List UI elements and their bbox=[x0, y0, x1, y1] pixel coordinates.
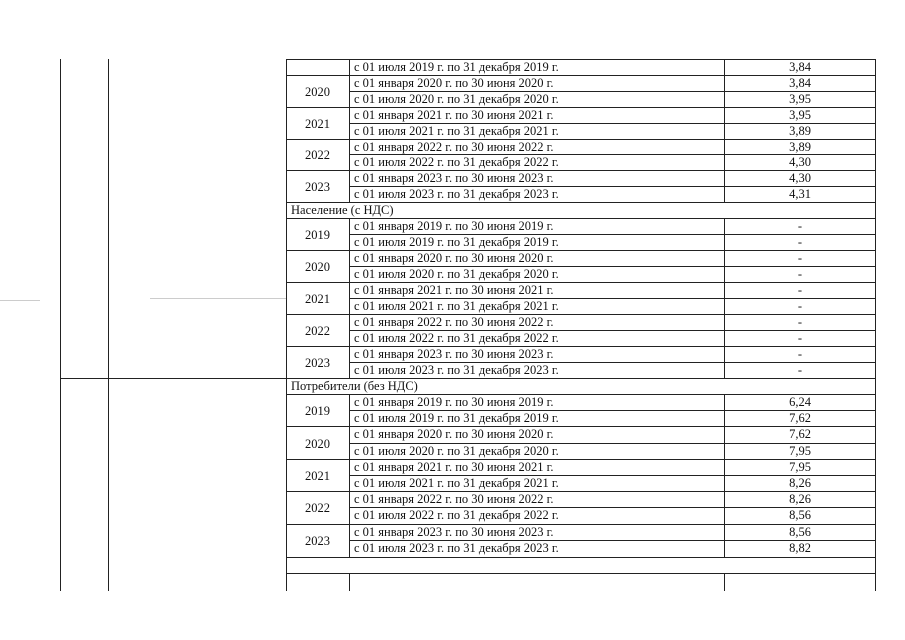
year-cell: 2020 bbox=[305, 260, 330, 274]
col-divider bbox=[724, 573, 725, 591]
year-cell: 2021 bbox=[305, 469, 330, 483]
col-divider bbox=[349, 394, 350, 557]
value-cell: 8,56 bbox=[789, 525, 811, 539]
period-cell: с 01 июля 2022 г. по 31 декабря 2022 г. bbox=[354, 331, 559, 345]
col-divider bbox=[724, 394, 725, 557]
period-cell: с 01 июля 2022 г. по 31 декабря 2022 г. bbox=[354, 155, 559, 169]
col-divider bbox=[349, 218, 350, 378]
scan-artifact bbox=[150, 298, 286, 299]
period-cell: с 01 июля 2020 г. по 31 декабря 2020 г. bbox=[354, 267, 559, 281]
year-cell: 2021 bbox=[305, 117, 330, 131]
value-cell: - bbox=[797, 219, 803, 233]
col-divider bbox=[286, 59, 287, 591]
period-cell: с 01 января 2023 г. по 30 июня 2023 г. bbox=[354, 525, 554, 539]
value-cell: 6,24 bbox=[789, 395, 811, 409]
year-cell: 2021 bbox=[305, 292, 330, 306]
value-cell: - bbox=[797, 235, 803, 249]
value-cell: 7,95 bbox=[789, 444, 811, 458]
value-cell: 4,31 bbox=[789, 187, 811, 201]
period-cell: с 01 июля 2021 г. по 31 декабря 2021 г. bbox=[354, 476, 559, 490]
rule bbox=[286, 557, 875, 558]
value-cell: 3,95 bbox=[789, 92, 811, 106]
period-cell: с 01 января 2019 г. по 30 июня 2019 г. bbox=[354, 219, 554, 233]
table-border-left bbox=[60, 59, 61, 591]
year-cell: 2022 bbox=[305, 148, 330, 162]
period-cell: с 01 января 2022 г. по 30 июня 2022 г. bbox=[354, 140, 554, 154]
value-cell: 7,62 bbox=[789, 427, 811, 441]
period-cell: с 01 июля 2020 г. по 31 декабря 2020 г. bbox=[354, 444, 559, 458]
value-cell: 4,30 bbox=[789, 171, 811, 185]
period-cell: с 01 января 2021 г. по 30 июня 2021 г. bbox=[354, 108, 554, 122]
year-cell: 2019 bbox=[305, 404, 330, 418]
value-cell: - bbox=[797, 363, 803, 377]
period-cell: с 01 января 2019 г. по 30 июня 2019 г. bbox=[354, 395, 554, 409]
year-cell: 2020 bbox=[305, 85, 330, 99]
period-cell: с 01 января 2021 г. по 30 июня 2021 г. bbox=[354, 283, 554, 297]
col-divider bbox=[349, 573, 350, 591]
value-cell: - bbox=[797, 283, 803, 297]
period-cell: с 01 января 2023 г. по 30 июня 2023 г. bbox=[354, 171, 554, 185]
value-cell: 3,84 bbox=[789, 76, 811, 90]
period-cell: с 01 января 2022 г. по 30 июня 2022 г. bbox=[354, 315, 554, 329]
period-cell: с 01 июля 2020 г. по 31 декабря 2020 г. bbox=[354, 92, 559, 106]
scan-artifact bbox=[0, 300, 40, 301]
value-cell: - bbox=[797, 267, 803, 281]
period-cell: с 01 января 2023 г. по 30 июня 2023 г. bbox=[354, 347, 554, 361]
section-divider bbox=[60, 378, 875, 379]
col-divider bbox=[108, 59, 109, 591]
period-cell: с 01 июля 2019 г. по 31 декабря 2019 г. bbox=[354, 411, 559, 425]
period-cell: с 01 января 2020 г. по 30 июня 2020 г. bbox=[354, 76, 554, 90]
group-header: Потребители (без НДС) bbox=[291, 379, 418, 393]
period-cell: с 01 июля 2021 г. по 31 декабря 2021 г. bbox=[354, 124, 559, 138]
value-cell: 3,89 bbox=[789, 140, 811, 154]
period-cell: с 01 июля 2022 г. по 31 декабря 2022 г. bbox=[354, 508, 559, 522]
year-cell: 2023 bbox=[305, 356, 330, 370]
value-cell: 8,56 bbox=[789, 508, 811, 522]
col-divider bbox=[724, 218, 725, 378]
year-cell: 2019 bbox=[305, 228, 330, 242]
value-cell: - bbox=[797, 347, 803, 361]
value-cell: 8,26 bbox=[789, 476, 811, 490]
year-cell: 2023 bbox=[305, 534, 330, 548]
group-header: Население (с НДС) bbox=[291, 203, 394, 217]
period-cell: с 01 июля 2019 г. по 31 декабря 2019 г. bbox=[354, 235, 559, 249]
year-cell: 2020 bbox=[305, 437, 330, 451]
period-cell: с 01 января 2020 г. по 30 июня 2020 г. bbox=[354, 251, 554, 265]
period-cell: с 01 июля 2019 г. по 31 декабря 2019 г. bbox=[354, 60, 559, 74]
period-cell: с 01 января 2020 г. по 30 июня 2020 г. bbox=[354, 427, 554, 441]
year-cell: 2022 bbox=[305, 501, 330, 515]
value-cell: - bbox=[797, 299, 803, 313]
table-border-right bbox=[875, 59, 876, 591]
col-divider bbox=[349, 59, 350, 202]
period-cell: с 01 января 2021 г. по 30 июня 2021 г. bbox=[354, 460, 554, 474]
value-cell: 4,30 bbox=[789, 155, 811, 169]
period-cell: с 01 июля 2021 г. по 31 декабря 2021 г. bbox=[354, 299, 559, 313]
period-cell: с 01 июля 2023 г. по 31 декабря 2023 г. bbox=[354, 541, 559, 555]
value-cell: 3,89 bbox=[789, 124, 811, 138]
year-cell: 2022 bbox=[305, 324, 330, 338]
period-cell: с 01 июля 2023 г. по 31 декабря 2023 г. bbox=[354, 187, 559, 201]
period-cell: с 01 июля 2023 г. по 31 декабря 2023 г. bbox=[354, 363, 559, 377]
value-cell: 3,95 bbox=[789, 108, 811, 122]
value-cell: 8,26 bbox=[789, 492, 811, 506]
col-divider bbox=[724, 59, 725, 202]
period-cell: с 01 января 2022 г. по 30 июня 2022 г. bbox=[354, 492, 554, 506]
value-cell: 3,84 bbox=[789, 60, 811, 74]
rule bbox=[286, 573, 875, 574]
value-cell: 7,62 bbox=[789, 411, 811, 425]
value-cell: 7,95 bbox=[789, 460, 811, 474]
value-cell: 8,82 bbox=[789, 541, 811, 555]
value-cell: - bbox=[797, 315, 803, 329]
year-cell: 2023 bbox=[305, 180, 330, 194]
value-cell: - bbox=[797, 331, 803, 345]
value-cell: - bbox=[797, 251, 803, 265]
